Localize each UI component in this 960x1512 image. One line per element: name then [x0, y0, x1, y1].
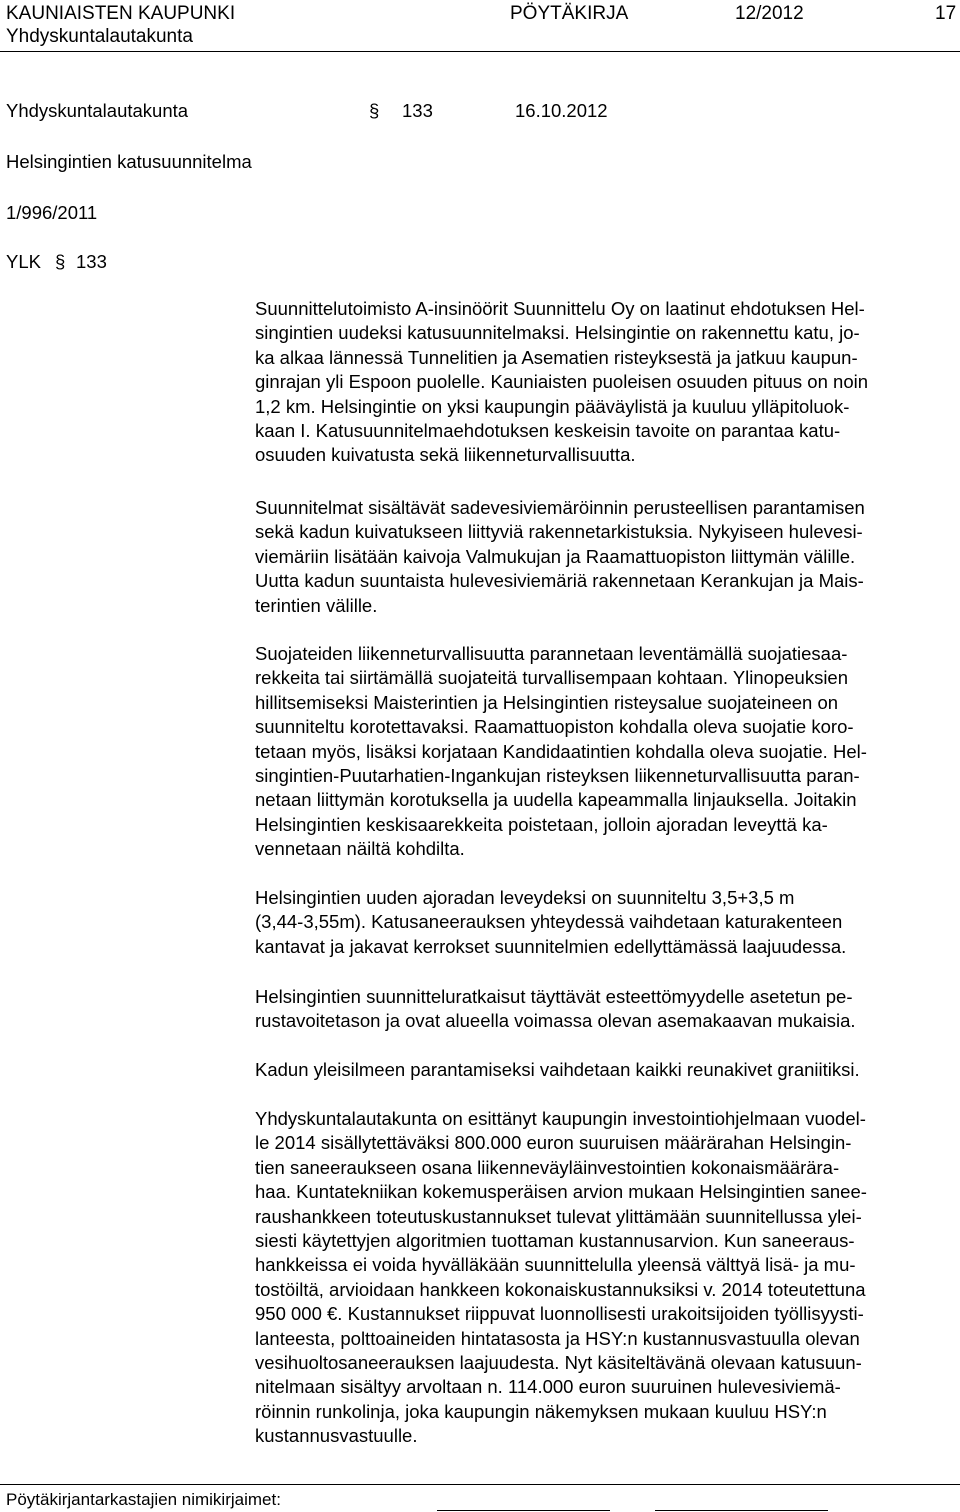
text-line: ka alkaa lännessä Tunnelitien ja Asematien risteyksestä ja jatkuu kaupun-: [255, 346, 858, 368]
text-line: Helsingintien suunnitteluratkaisut täyttävät esteettömyydelle asetetun pe-: [255, 986, 853, 1007]
text-line: viemäriin lisätään kaivoja Valmukujan ja Raamattuopiston liittymän välille.: [255, 545, 856, 567]
text-line: vennetaan näiltä kohdilta.: [255, 838, 465, 860]
text-line: rustavoitetason ja ovat alueella voimassa olevan asemakaavan mukaisia.: [255, 1010, 856, 1032]
text-line: Suunnittelutoimisto A-insinöörit Suunnittelu Oy on laatinut ehdotuksen Hel-: [255, 298, 865, 319]
text-line: Suojateiden liikenneturvallisuutta parannetaan leventämällä suojatiesaa-: [255, 643, 848, 664]
text-line: Uutta kadun suuntaista hulevesiviemäriä rakennetaan Kerankujan ja Mais-: [255, 570, 864, 592]
text-line: röinnin runkolinja, joka kaupungin näkemyksen mukaan kuuluu HSY:n: [255, 1400, 827, 1422]
text-line: 950 000 €. Kustannukset riippuvat luonnollisesti urakoitsijoiden työllisyysti-: [255, 1303, 864, 1325]
signature-line-2: [655, 1510, 828, 1511]
text-line: kustannusvastuulle.: [255, 1425, 418, 1447]
text-line: (3,44-3,55m). Katusaneerauksen yhteydessä vaihdetaan katurakenteen: [255, 911, 843, 933]
paragraph-6: [255, 1058, 955, 1082]
text-line: raushankkeen toteutuskustannukset tulevat ylittämään suunnitellussa ylei-: [255, 1205, 862, 1227]
text-line: haa. Kuntatekniikan kokemusperäisen arvion mukaan Helsingintien sanee-: [255, 1181, 867, 1203]
text-line: 1,2 km. Helsingintie on yksi kaupungin pääväylistä ja kuuluu ylläpitoluok-: [255, 395, 850, 417]
paragraph-1: [255, 297, 955, 468]
text-line: Suunnitelmat sisältävät sadevesiviemäröinnin perusteellisen parantamisen: [255, 497, 865, 518]
text-line: netaan liittymän korotuksella ja uudella kapeammalla linjauksella. Joitakin: [255, 789, 857, 811]
text-line: tien saneeraukseen osana liikenneväyläinvestointien kokonaismäärära-: [255, 1156, 840, 1178]
text-line: hankkeissa ei voida hyvälläkään suunnittelulla yleensä välttyä lisä- ja mu-: [255, 1254, 856, 1276]
section-body-name: Yhdyskuntalautakunta: [6, 100, 189, 121]
organization-name: KAUNIAISTEN KAUPUNKI: [6, 3, 236, 24]
header-body-name: Yhdyskuntalautakunta: [6, 26, 193, 47]
text-line: sekä kadun kuivatukseen liittyviä rakennetarkistuksia. Nykyiseen hulevesi-: [255, 521, 863, 543]
text-line: osuuden kuivatusta sekä liikenneturvallisuutta.: [255, 444, 636, 466]
text-line: Helsingintien uuden ajoradan leveydeksi on suunniteltu 3,5+3,5 m: [255, 887, 795, 908]
text-line: Kadun yleisilmeen parantamiseksi vaihdetaan kaikki reunakivet graniitiksi.: [255, 1059, 860, 1080]
diary-number: 1/996/2011: [6, 202, 98, 223]
text-line: tostöiltä, arvioidaan hankkeen kokonaiskustannuksiksi v. 2014 toteutettuna: [255, 1278, 866, 1300]
text-line: le 2014 sisällytettäväksi 800.000 euron suuruisen määrärahan Helsingin-: [255, 1132, 852, 1154]
text-line: kantavat ja jakavat kerrokset suunnitelmien edellyttämässä laajuudessa.: [255, 935, 847, 957]
text-line: singintien-Puutarhatien-Ingankujan risteyksen liikenneturvallisuutta paran-: [255, 765, 860, 787]
text-line: rekkeita tai siirtämällä suojateitä turvallisempaan kohtaan. Ylinopeuksien: [255, 667, 849, 689]
signature-line-1: [437, 1510, 610, 1511]
signature-label: Pöytäkirjantarkastajien nimikirjaimet:: [6, 1490, 281, 1509]
text-line: siesti käytettyjen algoritmien tuottaman kustannusarvion. Kun saneeraus-: [255, 1230, 855, 1252]
text-line: ginrajan yli Espoon puolelle. Kauniaisten puoleisen osuuden pituus on noin: [255, 371, 869, 393]
text-line: lanteesta, polttoaineiden hintatasosta ja HSY:n kustannusvastuulla olevan: [255, 1327, 860, 1349]
text-line: Yhdyskuntalautakunta on esittänyt kaupungin investointiohjelmaan vuodel-: [255, 1108, 866, 1129]
paragraph-7: [255, 1107, 955, 1449]
text-line: hillitsemiseksi Maisterintien ja Helsingintien risteysalue suojateineen on: [255, 691, 839, 713]
reference-symbol: §: [55, 251, 66, 272]
paragraph-5: [255, 985, 955, 1034]
text-line: vesihuoltosaneerauksen laajuudesta. Nyt käsiteltävänä olevaan katusuun-: [255, 1352, 862, 1374]
text-line: terintien välille.: [255, 594, 378, 616]
reference-number: 133: [76, 251, 107, 272]
footer-divider: [0, 1484, 960, 1485]
section-symbol: §: [369, 100, 380, 121]
section-number: 133: [402, 100, 433, 121]
issue-number: 12/2012: [735, 3, 804, 24]
text-line: singintien uudeksi katusuunnitelmaksi. Helsingintie on rakennettu katu, jo-: [255, 322, 860, 344]
document-type: PÖYTÄKIRJA: [510, 3, 629, 24]
text-line: kaan I. Katusuunnitelmaehdotuksen keskeisin tavoite on parantaa katu-: [255, 420, 841, 442]
item-title: Helsingintien katusuunnitelma: [6, 151, 252, 172]
page-number: 17: [935, 3, 957, 24]
reference-prefix: YLK: [6, 251, 41, 272]
paragraph-2: [255, 496, 955, 618]
text-line: Helsingintien keskisaarekkeita poistetaan, jolloin ajoradan leveyttä ka-: [255, 813, 828, 835]
paragraph-3: [255, 642, 955, 862]
text-line: nitelmaan sisältyy arvoltaan n. 114.000 euron suuruinen hulevesiviemä-: [255, 1376, 841, 1398]
paragraph-4: [255, 886, 955, 959]
header-divider: [0, 51, 960, 52]
text-line: tetaan myös, lisäksi korjataan Kandidaatintien kohdalla oleva suojatie. Hel-: [255, 740, 867, 762]
section-date: 16.10.2012: [515, 100, 608, 121]
text-line: suunniteltu korotettavaksi. Raamattuopiston kohdalla oleva suojatie koro-: [255, 716, 854, 738]
